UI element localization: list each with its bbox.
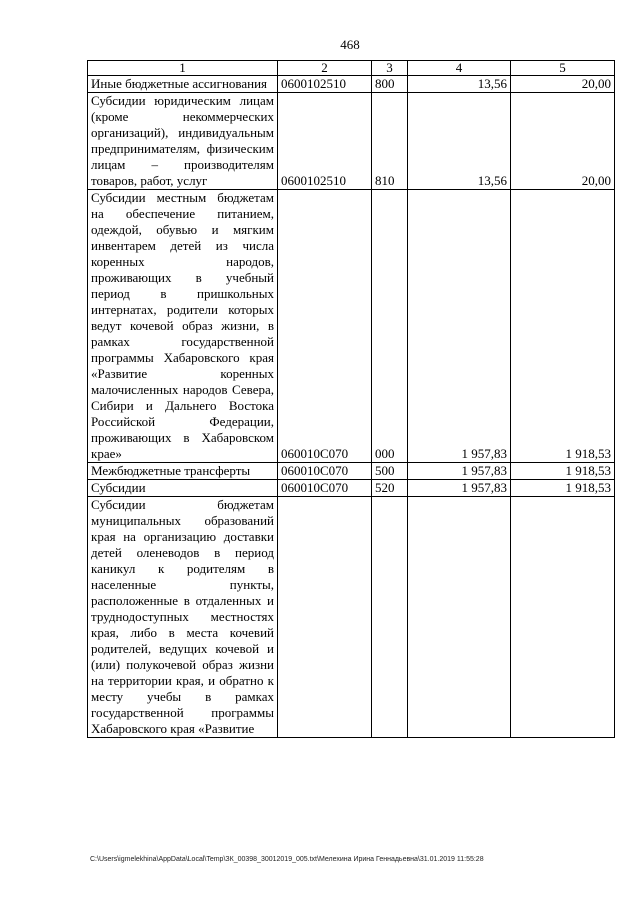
file-path-footer: C:\Users\igmelekhina\AppData\Local\Temp\ЗК_00398_30012019_005.txt\Мелехина Ирина Геннадьевна\31.01.2019 11:55:28 [90, 856, 484, 863]
header-col-1: 1 [88, 61, 278, 76]
row-value-5: 1 918,53 [511, 480, 615, 497]
row-name: Субсидии [88, 480, 278, 497]
row-value-5: 20,00 [511, 76, 615, 93]
row-value-5: 20,00 [511, 93, 615, 190]
row-value-4 [408, 497, 511, 738]
row-code: 0600102510 [278, 93, 372, 190]
row-value-4: 13,56 [408, 76, 511, 93]
row-name: Субсидии бюджетам муниципальных образований края на организацию доставки детей оленеводов в период каникул к родителям в населенные пункты, расположенные в отдаленных и труднодоступных местностях края, либо в места кочевий родителей, ведущих кочевой и (или) полукочевой образ жизни на территории края, и обратно к месту учебы в рамках государственной программы Хабаровского края «Развитие [88, 497, 278, 738]
table-row [88, 497, 615, 738]
row-name: Иные бюджетные ассигнования [88, 76, 278, 93]
row-code: 060010С070 [278, 480, 372, 497]
row-name: Субсидии юридическим лицам (кроме некоммерческих организаций), индивидуальным предпринимателям, физическим лицам – производителям товаров, работ, услуг [88, 93, 278, 190]
row-type [372, 497, 408, 738]
row-code: 060010С070 [278, 190, 372, 463]
row-type: 800 [372, 76, 408, 93]
row-code: 0600102510 [278, 76, 372, 93]
row-type: 810 [372, 93, 408, 190]
row-value-5: 1 918,53 [511, 463, 615, 480]
header-row [88, 61, 615, 76]
table-row [88, 93, 615, 190]
row-type: 000 [372, 190, 408, 463]
header-col-5: 5 [511, 61, 615, 76]
header-col-4: 4 [408, 61, 511, 76]
table-row [88, 480, 615, 497]
row-value-5: 1 918,53 [511, 190, 615, 463]
row-value-4: 1 957,83 [408, 463, 511, 480]
row-value-5 [511, 497, 615, 738]
budget-table [87, 60, 615, 738]
row-code: 060010С070 [278, 463, 372, 480]
page-number: 468 [340, 37, 360, 52]
row-code [278, 497, 372, 738]
table-row [88, 463, 615, 480]
row-value-4: 13,56 [408, 93, 511, 190]
header-col-2: 2 [278, 61, 372, 76]
row-value-4: 1 957,83 [408, 480, 511, 497]
row-value-4: 1 957,83 [408, 190, 511, 463]
table-row [88, 76, 615, 93]
header-col-3: 3 [372, 61, 408, 76]
row-name: Межбюджетные трансферты [88, 463, 278, 480]
table-row [88, 190, 615, 463]
row-name: Субсидии местным бюджетам на обеспечение питанием, одеждой, обувью и мягким инвентарем детей из числа коренных народов, проживающих в учебный период в пришкольных интернатах, родители которых ведут кочевой образ жизни, в рамках государственной программы Хабаровского края «Развитие коренных малочисленных народов Севера, Сибири и Дальнего Востока Российской Федерации, проживающих в Хабаровском крае» [88, 190, 278, 463]
row-type: 520 [372, 480, 408, 497]
row-type: 500 [372, 463, 408, 480]
